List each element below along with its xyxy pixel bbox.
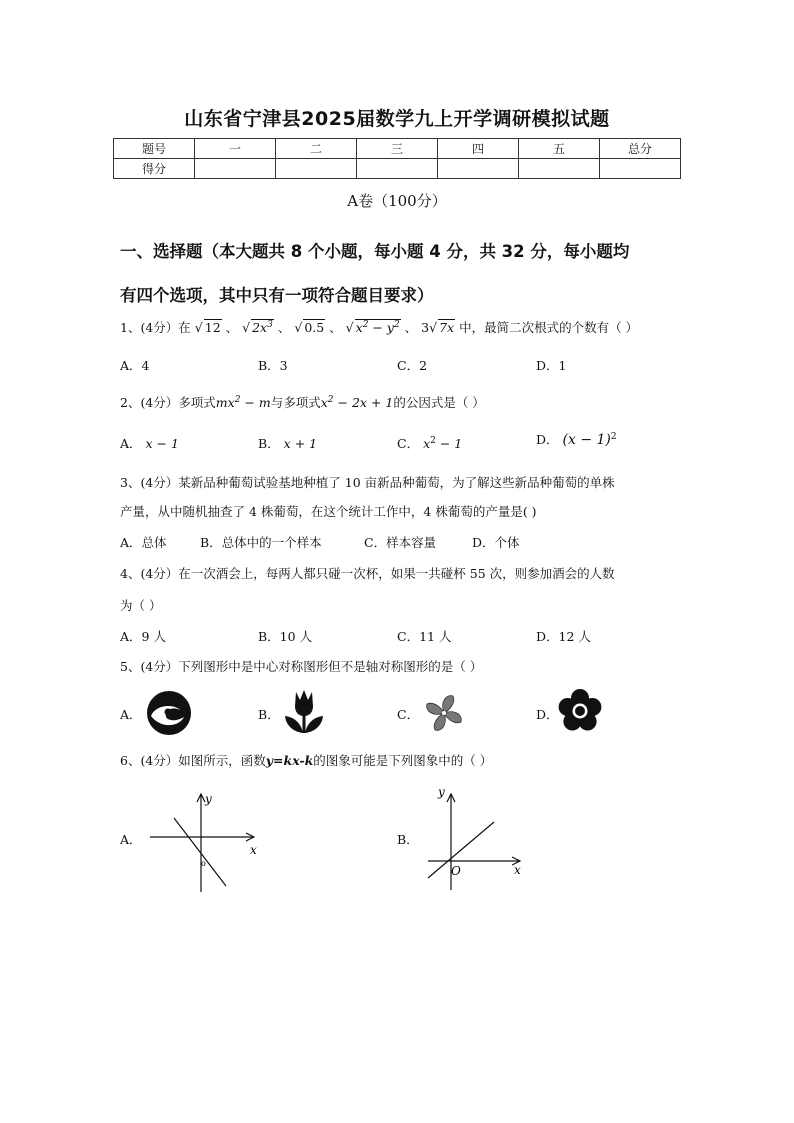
question-2-mid: 与多项式 <box>270 395 321 410</box>
separator: 、 <box>225 320 239 335</box>
question-6-prefix: 6、(4分）如图所示，函数 <box>120 753 266 768</box>
section-1-line: 有四个选项，其中只有一项符合题目要求） <box>120 286 434 305</box>
separator: 、 <box>329 320 342 335</box>
graph-b <box>420 784 530 894</box>
separator: 、 <box>277 320 291 335</box>
q3-option-a[interactable]: A．总体 <box>120 535 167 550</box>
score-cell <box>195 159 276 179</box>
term: x <box>320 395 328 410</box>
score-cell <box>519 159 600 179</box>
q5-option-c[interactable]: C． <box>397 707 420 722</box>
radical-3: 0.5 <box>304 320 325 335</box>
tulip-icon <box>282 688 326 736</box>
x-axis-label: x <box>514 863 521 877</box>
polynomial-2 <box>321 395 394 410</box>
radical-1: 12 <box>204 320 221 335</box>
score-cell <box>600 159 681 179</box>
score-table-header-row <box>114 139 681 159</box>
term: mx <box>215 395 235 410</box>
question-5: 5、(4分）下列图形中是中心对称图形但不是轴对称图形的是（ ） <box>120 659 483 674</box>
q4-option-d[interactable]: D．12 人 <box>536 629 591 644</box>
question-2-suffix: 的公因式是（ ） <box>393 395 485 410</box>
q1-option-b[interactable]: B．3 <box>258 358 288 373</box>
q4-option-c[interactable]: C．11 人 <box>397 629 452 644</box>
question-1-suffix: 中，最简二次根式的个数有（ ） <box>459 320 639 335</box>
question-4-line-2: 为（ ） <box>120 598 162 613</box>
q4-option-a[interactable]: A．9 人 <box>120 629 166 644</box>
option-math: − 1 <box>435 436 463 451</box>
score-table-score-row <box>114 159 681 179</box>
origin-label: O <box>451 864 461 878</box>
radical-2 <box>251 319 274 335</box>
option-math: (x − 1) <box>562 432 611 448</box>
score-cell <box>438 159 519 179</box>
q2-option-c[interactable] <box>397 434 462 452</box>
score-table <box>113 138 681 179</box>
score-header-cell: 二 <box>276 139 357 159</box>
option-letter: D． <box>536 432 559 447</box>
function-expression: y=kx-k <box>265 753 314 768</box>
q1-option-d[interactable]: D．1 <box>536 358 567 373</box>
origin-label: o <box>201 859 206 868</box>
option-math: x − 1 <box>145 436 179 451</box>
exponent: 2 <box>327 394 334 405</box>
question-6-suffix: 的图象可能是下列图象中的（ ） <box>313 753 493 768</box>
function-line <box>428 822 494 878</box>
radical-5: 7x <box>439 320 455 335</box>
function-line <box>174 818 226 886</box>
option-math: x <box>423 436 431 451</box>
section-a-heading: A卷（100分） <box>347 192 447 210</box>
exponent: 2 <box>430 435 436 446</box>
q6-option-b[interactable]: B． <box>397 832 419 847</box>
q2-option-b[interactable] <box>258 434 317 452</box>
radicand: x <box>355 320 363 335</box>
graph-a <box>146 788 266 894</box>
q5-option-d[interactable]: D． <box>536 707 559 722</box>
y-axis-label: y <box>205 792 212 806</box>
q6-option-a[interactable]: A． <box>120 832 142 847</box>
radicand: 2x <box>252 320 268 335</box>
score-row-label: 得分 <box>114 159 195 179</box>
section-1-line: 一、选择题（本大题共 8 个小题，每小题 4 分，共 32 分，每小题均 <box>120 242 630 261</box>
score-header-cell: 题号 <box>114 139 195 159</box>
polynomial-1 <box>216 395 271 410</box>
term: − m <box>240 395 271 410</box>
question-4-line-1: 4、(4分）在一次酒会上，每两人都只碰一次杯，如果一共碰杯 55 次，则参加酒会的人数 <box>120 566 615 581</box>
q5-option-a[interactable]: A． <box>120 707 142 722</box>
radicand: − y <box>368 320 394 335</box>
score-header-cell: 三 <box>357 139 438 159</box>
q4-option-b[interactable]: B．10 人 <box>258 629 313 644</box>
exponent: 2 <box>234 394 241 405</box>
q1-option-c[interactable]: C．2 <box>397 358 428 373</box>
exponent: 2 <box>393 319 400 330</box>
q5-option-b[interactable]: B． <box>258 707 280 722</box>
flower-icon <box>558 689 602 733</box>
coefficient: 3 <box>421 320 430 335</box>
option-letter: B． <box>258 436 280 451</box>
question-2 <box>120 393 690 411</box>
exponent: 2 <box>362 319 369 330</box>
exam-title: 山东省宁津县2025届数学九上开学调研模拟试题 <box>184 108 610 130</box>
q1-option-a[interactable]: A．4 <box>120 358 150 373</box>
radical-4 <box>355 319 401 335</box>
separator: 、 <box>404 320 418 335</box>
question-1-prefix: 1、(4分）在 <box>120 320 191 335</box>
exponent: 3 <box>267 319 273 330</box>
q3-option-b[interactable]: B．总体中的一个样本 <box>200 535 322 550</box>
q3-option-d[interactable]: D．个体 <box>472 535 520 550</box>
term: − 2x + 1 <box>333 395 394 410</box>
question-6 <box>120 751 690 769</box>
swirl-symbol-icon <box>146 690 192 736</box>
option-letter: A． <box>120 436 142 451</box>
section-1-heading <box>120 230 690 318</box>
x-axis-label: x <box>250 843 257 857</box>
option-letter: C． <box>397 436 420 451</box>
pinwheel-icon <box>420 690 468 736</box>
score-header-cell: 一 <box>195 139 276 159</box>
exponent: 2 <box>610 431 617 442</box>
question-1: 1、(4分）在 √ 12 、 √ $2x^3$ 、 √ 0.5 、 √ $x^2 - y^2$ 、 3√ 7x 中，最简二次根式的个数有（ ） <box>120 319 639 335</box>
score-cell <box>357 159 438 179</box>
q2-option-d[interactable] <box>536 430 617 448</box>
score-cell <box>276 159 357 179</box>
score-header-cell: 五 <box>519 139 600 159</box>
score-header-cell: 总分 <box>600 139 681 159</box>
question-3-line-1: 3、(4分）某新品种葡萄试验基地种植了 10 亩新品种葡萄，为了解这些新品种葡萄的单株 <box>120 475 615 490</box>
question-3-line-2: 产量，从中随机抽查了 4 株葡萄，在这个统计工作中，4 株葡萄的产量是( ) <box>120 504 537 519</box>
q3-option-c[interactable]: C．样本容量 <box>364 535 437 550</box>
option-math: x + 1 <box>283 436 318 451</box>
question-2-prefix: 2、(4分）多项式 <box>120 395 216 410</box>
q2-option-a[interactable] <box>120 434 179 452</box>
score-header-cell: 四 <box>438 139 519 159</box>
y-axis-label: y <box>438 785 445 799</box>
